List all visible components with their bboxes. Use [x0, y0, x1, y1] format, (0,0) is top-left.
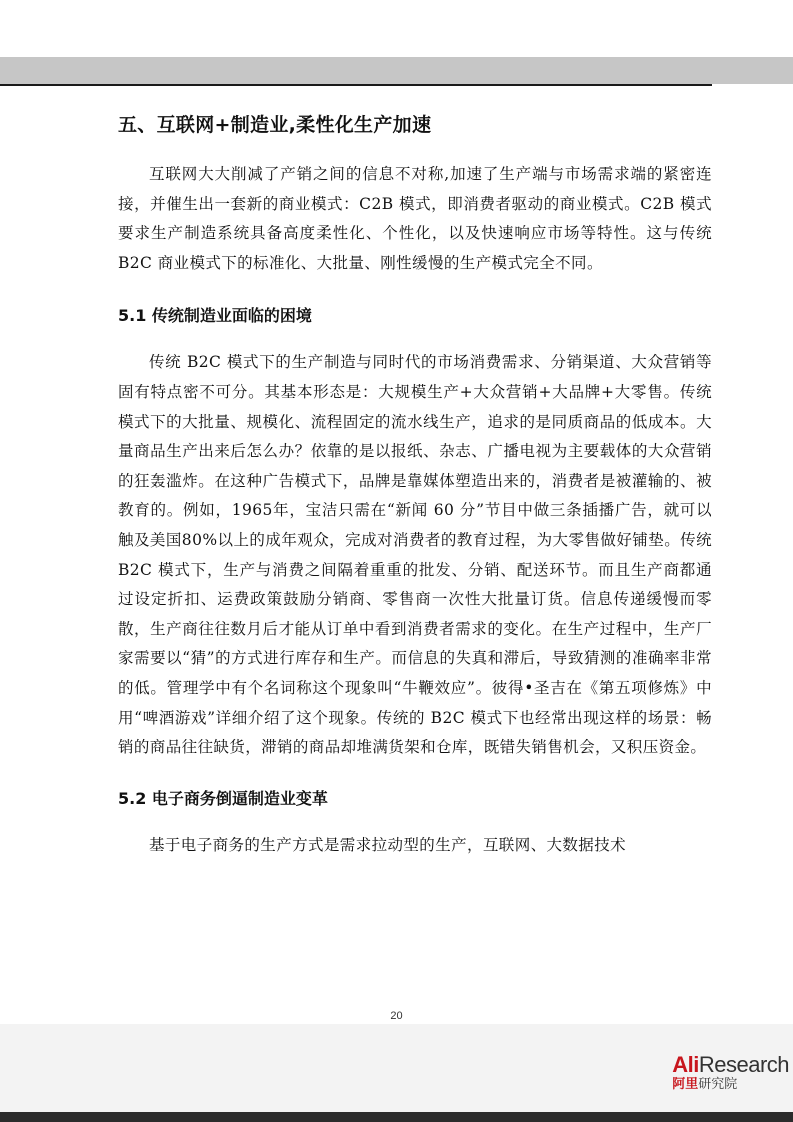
page-number: 20 [390, 1010, 403, 1022]
header-band [0, 57, 793, 84]
subsection-paragraph-5-2: 基于电子商务的生产方式是需求拉动型的生产，互联网、大数据技术 [149, 835, 627, 854]
intro-paragraph: 互联网大大削减了产销之间的信息不对称,加速了生产端与市场需求端的紧密连接，并催生出一套新的商业模式：C2B 模式，即消费者驱动的商业模式。C2B 模式要求生产制造系统具备高度柔性化、个性化，以及快速响应市场等特性。这与传统 B2C 商业模式下的标准化、大批量、刚性缓慢的生产模式完全不同。 [118, 165, 712, 272]
logo-chinese [672, 1077, 789, 1093]
aliresearch-logo [672, 1053, 789, 1093]
logo-english [672, 1053, 789, 1077]
subsection-title-5-2: 5.2 电子商务倒逼制造业变革 [118, 788, 328, 808]
logo-ali-text: Ali [672, 1052, 699, 1077]
section-title: 五、互联网+制造业,柔性化生产加速 [118, 114, 432, 136]
subsection-paragraph-5-1: 传统 B2C 模式下的生产制造与同时代的市场消费需求、分销渠道、大众营销等固有特点密不可分。其基本形态是：大规模生产+大众营销+大品牌+大零售。传统模式下的大批量、规模化、流程固定的流水线生产，追求的是同质商品的低成本。大量商品生产出来后怎么办？依靠的是以报纸、杂志、广播电视为主要载体的大众营销的狂轰滥炸。在这种广告模式下，品牌是靠媒体塑造出来的，消费者是被灌输的、被教育的。例如，1965年，宝洁只需在“新闻 60 分”节目中做三条插播广告，就可以触及美国80%以上的成年观众，完成对消费者的教育过程，为大零售做好铺垫。传统 B2C 模式下，生产与消费之间隔着重重的批发、分销、配送环节。而且生产商都通过设定折扣、运费政策鼓励分销商、零售商一次性大批量订货。信息传递缓慢而零散，生产商往往数月后才能从订单中看到消费者需求的变化。在生产过程中，生产厂家需要以“猜”的方式进行库存和生产。而信息的失真和滞后，导致猜测的准确率非常的低。管理学中有个名词称这个现象叫“牛鞭效应”。彼得•圣吉在《第五项修炼》中用“啤酒游戏”详细介绍了这个现象。传统的 B2C 模式下也经常出现这样的场景：畅销的商品往往缺货，滞销的商品却堆满货架和仓库，既错失销售机会，又积压资金。 [118, 353, 712, 757]
subsection-title-5-1: 5.1 传统制造业面临的困境 [118, 306, 312, 326]
page-body [118, 108, 712, 860]
footer-bar [0, 1112, 793, 1122]
logo-research-text: Research [698, 1052, 789, 1077]
header-rule [0, 84, 712, 86]
logo-cn-institute: 研究院 [698, 1077, 738, 1092]
logo-cn-brand: 阿里 [672, 1077, 699, 1092]
